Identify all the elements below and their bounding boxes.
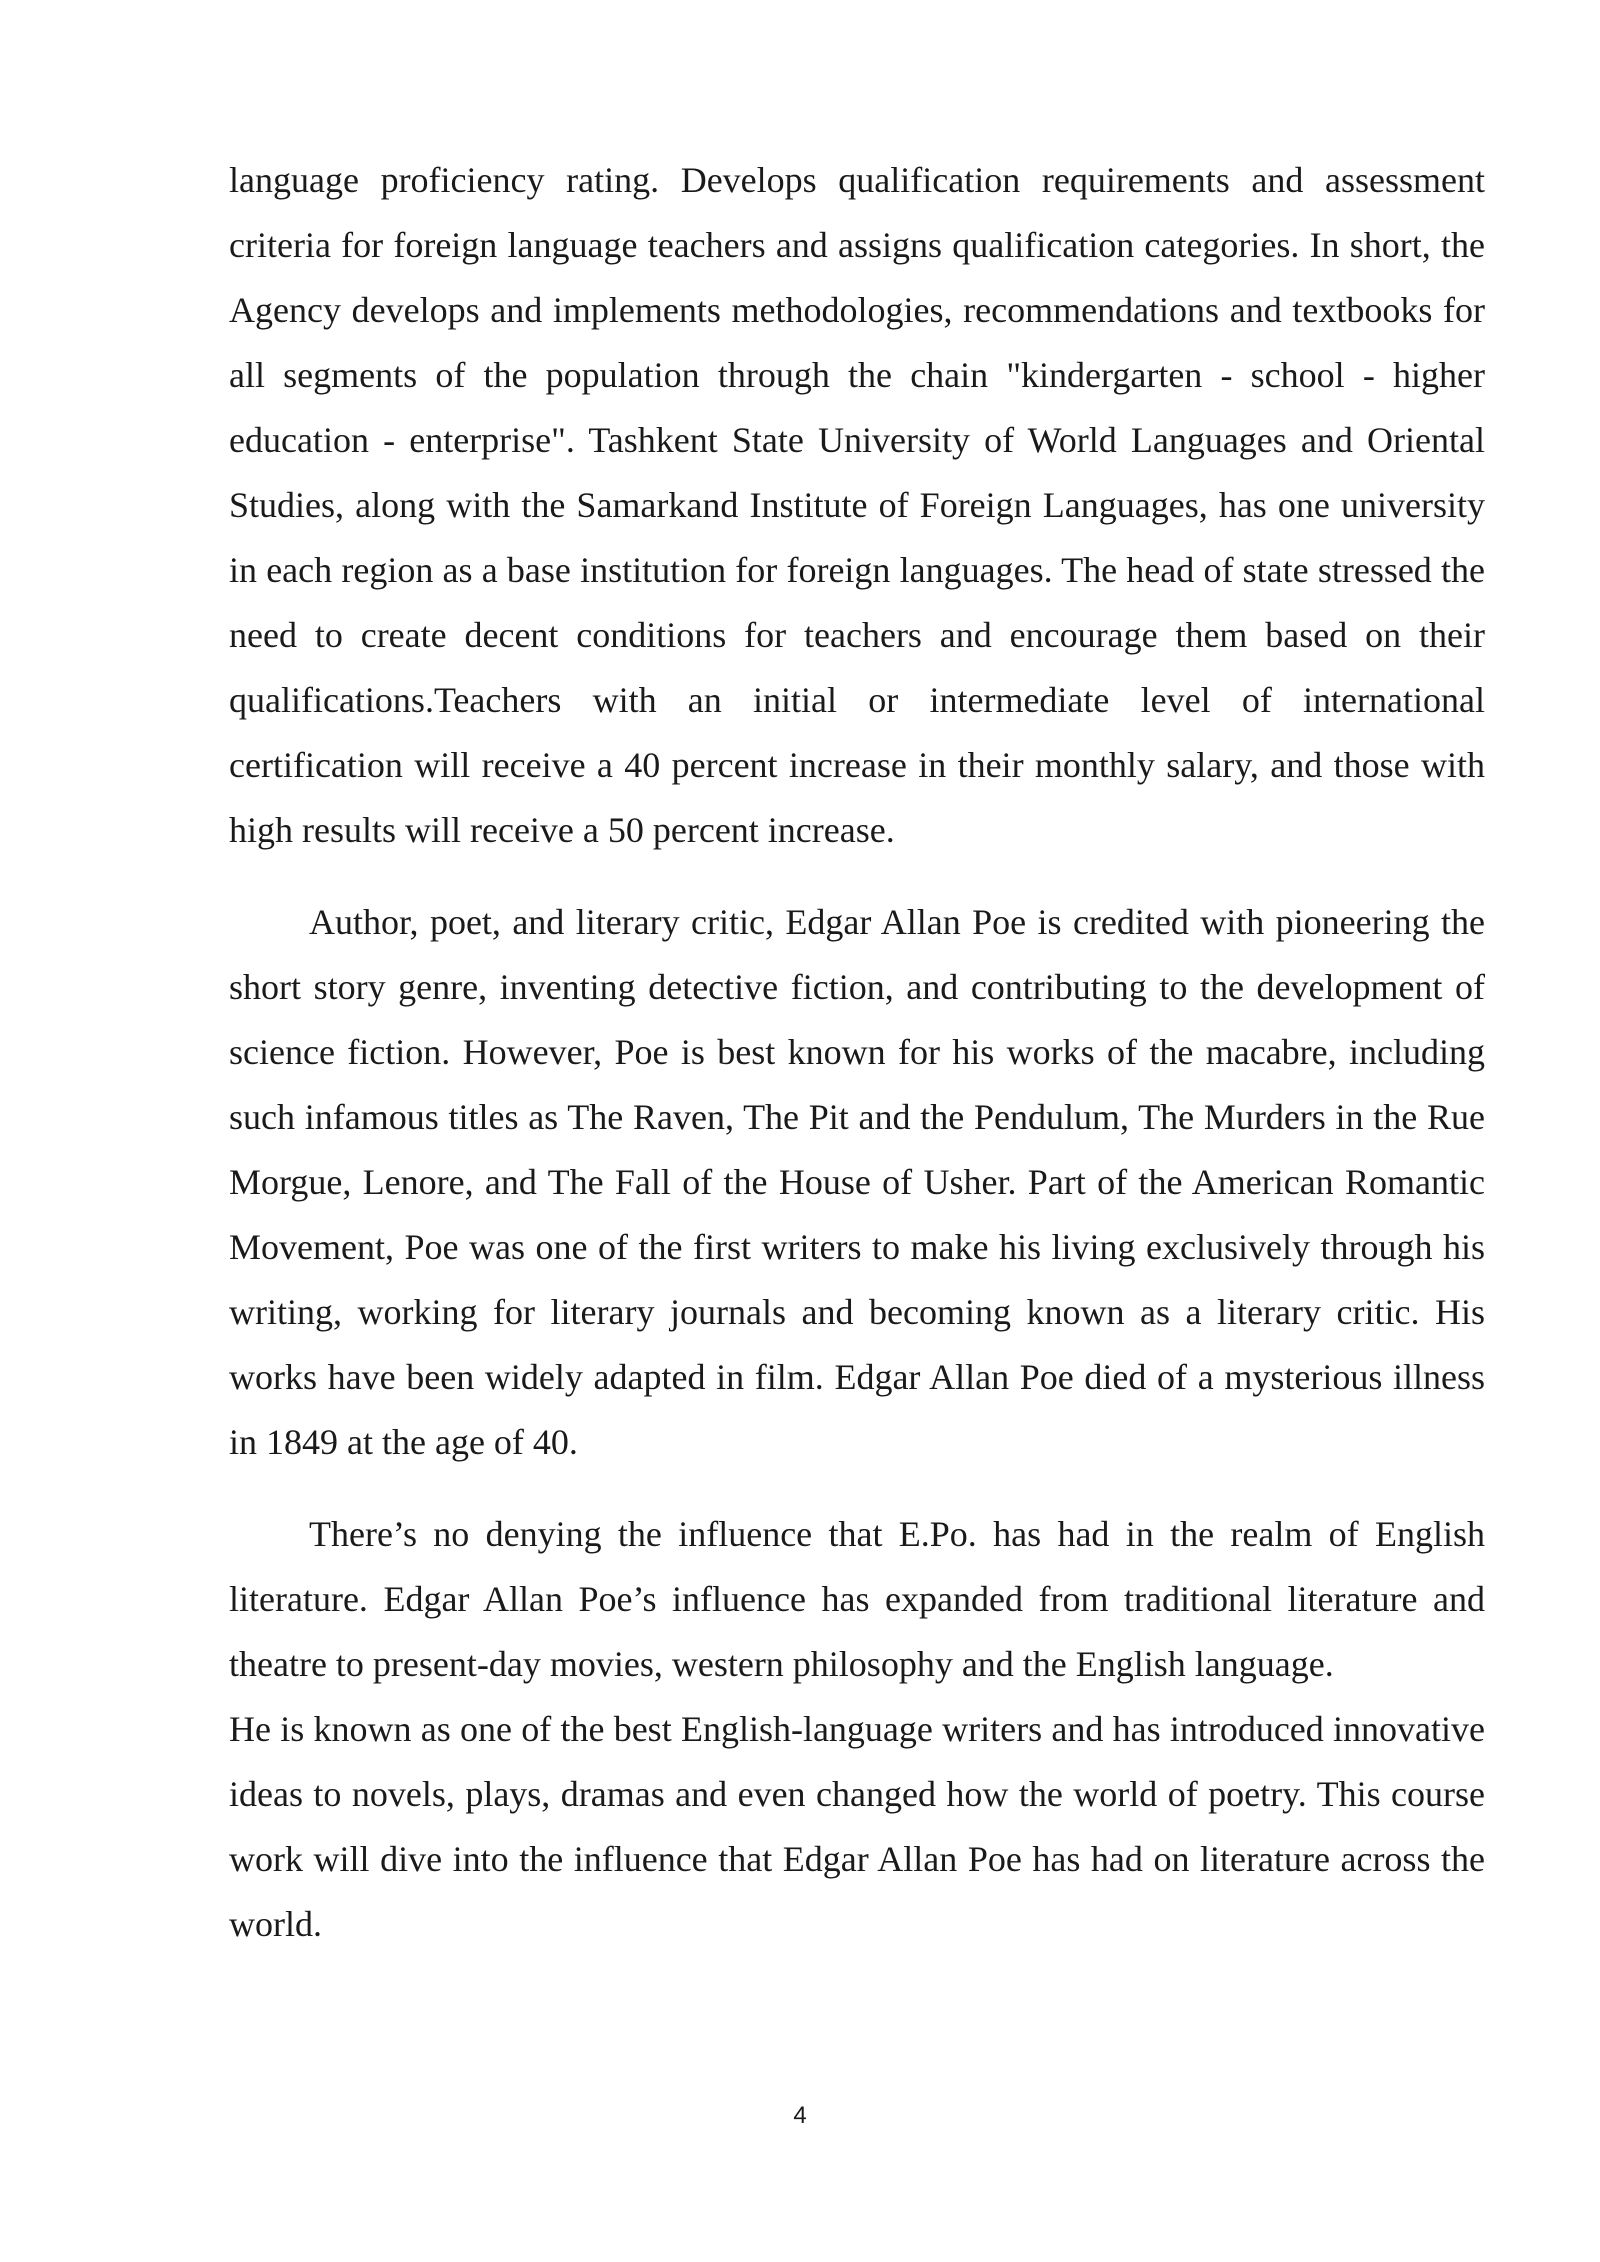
paragraph-course-work-intro: He is known as one of the best English-language writers and has introduced innovative ideas to novels, plays, dramas and even changed how the world of poetry. This course work will dive into the influence that Edgar Allan Poe has had on literature across the world. xyxy=(229,1709,1485,1944)
paragraph-language-proficiency: language proficiency rating. Develops qualification requirements and assessment criteria for foreign language teachers and assigns qualification categories. In short, the Agency develops and implements methodologies, recommendations and textbooks for all segments of the population through the chain "kindergarten - school - higher education - enterprise". Tashkent State University of World Languages and Oriental Studies, along with the Samarkand Institute of Foreign Languages, has one university in each region as a base institution for foreign languages. The head of state stressed the need to create decent conditions for teachers and encourage them based on their qualifications.Teachers with an initial or intermediate level of international certification will receive a 40 percent increase in their monthly salary, and those with high results will receive a 50 percent increase. xyxy=(229,160,1485,850)
body-text xyxy=(229,148,1485,1957)
paragraph-poe-biography: Author, poet, and literary critic, Edgar Allan Poe is credited with pioneering the short story genre, inventing detective fiction, and contributing to the development of science fiction. However, Poe is best known for his works of the macabre, including such infamous titles as The Raven, The Pit and the Pendulum, The Murders in the Rue Morgue, Lenore, and The Fall of the House of Usher. Part of the American Romantic Movement, Poe was one of the first writers to make his living exclusively through his writing, working for literary journals and becoming known as a literary critic. His works have been widely adapted in film. Edgar Allan Poe died of a mysterious illness in 1849 at the age of 40. xyxy=(229,902,1485,1462)
paragraph-poe-influence: There’s no denying the influence that E.Po. has had in the realm of English literature. Edgar Allan Poe’s influence has expanded from traditional literature and theatre to present-day movies, western philosophy and the English language. xyxy=(229,1514,1485,1684)
page-number: 4 xyxy=(793,2102,807,2129)
